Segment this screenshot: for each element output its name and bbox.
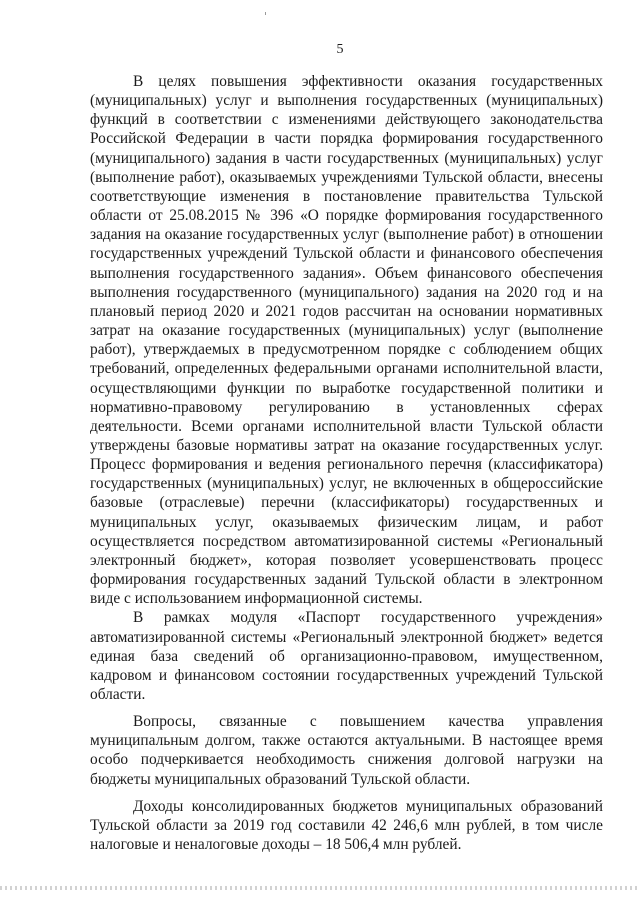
scan-speck bbox=[265, 12, 266, 15]
scan-edge-noise bbox=[0, 886, 640, 890]
paragraph-municipal-debt: Вопросы, связанные с повышением качества управления муниципальным долгом, также остаются актуальными. В настоящее время особо подчеркивается необходимость снижения долговой нагрузки на бюджеты муниципальных образований Тульской области. bbox=[90, 713, 603, 788]
paragraph-budget-revenues: Доходы консолидированных бюджетов муниципальных образований Тульской области за 2019 год составили 42 246,6 млн рублей, в том числе налоговые и неналоговые доходы – 18 506,4 млн рублей. bbox=[90, 797, 603, 854]
paragraph-institution-passport: В рамках модуля «Паспорт государственного учреждения» автоматизированной системы «Региональный электронной бюджет» ведется единая база сведений об организационно-правовом, имущественном, кадровом и финансовом состоянии государственных учреждений Тульской области. bbox=[90, 609, 603, 703]
document-body bbox=[90, 72, 603, 854]
page-number: 5 bbox=[336, 42, 344, 57]
paragraph-state-services: В целях повышения эффективности оказания государственных (муниципальных) услуг и выполнения государственных (муниципальных) функций в соответствии с изменениями действующего законодательства Российской Федерации в части порядка формирования государственного (муниципального) задания в части государственных (муниципальных) услуг (выполнение работ), оказываемых учреждениями Тульской области, внесены соответствующие изменения в постановление правительства Тульской области от 25.08.2015 № 396 «О порядке формирования государственного задания на оказание государственных услуг (выполнение работ) в отношении государственных учреждений Тульской области и финансового обеспечения выполнения государственного задания». Объем финансового обеспечения выполнения государственного (муниципального) задания на 2020 год и на плановый период 2020 и 2021 годов рассчитан на основании нормативных затрат на оказание государственных (муниципальных) услуг (выполнение работ), утверждаемых в предусмотренном порядке с соблюдением общих требований, определенных федеральными органами исполнительной власти, осуществляющими функции по выработке государственной политики и нормативно-правовому регулированию в установленных сферах деятельности. Всеми органами исполнительной власти Тульской области утверждены базовые нормативы затрат на оказание государственных услуг. Процесс формирования и ведения регионального перечня (классификатора) государственных (муниципальных) услуг, не включенных в общероссийские базовые (отраслевые) перечни (классификаторы) государственных и муниципальных услуг, оказываемых физическим лицам, и работ осуществляется посредством автоматизированной системы «Региональный электронный бюджет», которая позволяет усовершенствовать процесс формирования государственных заданий Тульской области в электронном виде с использованием информационной системы. bbox=[90, 73, 603, 608]
